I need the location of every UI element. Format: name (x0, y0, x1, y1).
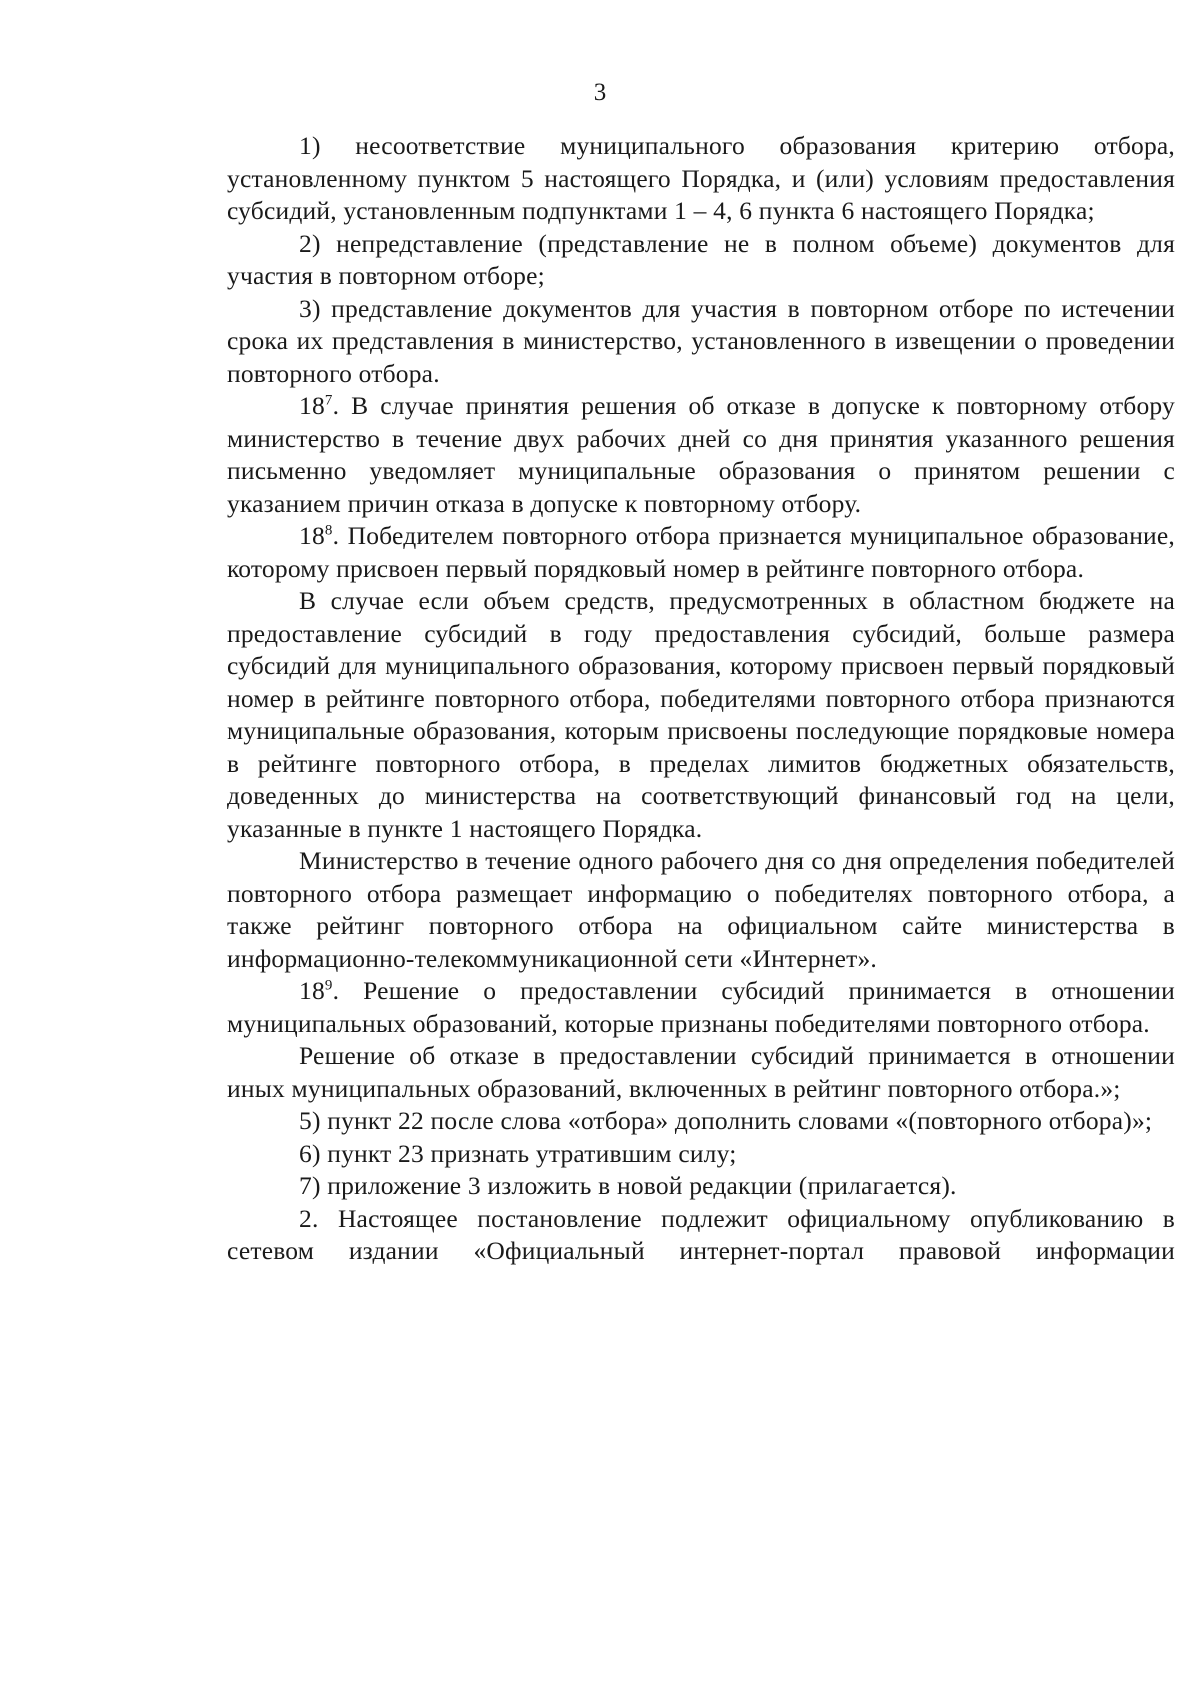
paragraph-section-2: 2. Настоящее постановление подлежит официальному опубликованию в сетевом издании «Официальный интернет-портал правовой информации (227, 1203, 1175, 1265)
document-body (227, 130, 1175, 1268)
paragraph-item-5: 5) пункт 22 после слова «отбора» дополнить словами «(повторного отбора)»; (299, 1106, 1153, 1135)
paragraph-18-7 (227, 390, 1175, 520)
clause-text: . Решение о предоставлении субсидий принимается в отношении муниципальных образований, которые признаны победителями повторного отбора. (227, 976, 1175, 1038)
paragraph-winners-volume: В случае если объем средств, предусмотренных в областном бюджете на предоставление субсидий в году предоставления субсидий, больше размера субсидий для муниципального образования, которому присвоен первый порядковый номер в рейтинге повторного отбора, победителями повторного отбора признаются муниципальные образования, которым присвоены последующие порядковые номера в рейтинге повторного отбора, в пределах лимитов бюджетных обязательств, доведенных до министерства на соответствующий финансовый год на цели, указанные в пункте 1 настоящего Порядка. (227, 586, 1175, 843)
clause-superscript: 9 (324, 977, 333, 994)
clause-number: 18 (299, 976, 325, 1005)
clause-superscript: 7 (324, 392, 333, 409)
paragraph-item-3: 3) представление документов для участия в повторном отборе по истечении срока их представления в министерство, установленного в извещении о проведении повторного отбора. (227, 293, 1175, 388)
paragraph-refusal-decision: Решение об отказе в предоставлении субсидий принимается в отношении иных муниципальных образований, включенных в рейтинг повторного отбора.»; (227, 1041, 1175, 1103)
paragraph-item-1: 1) несоответствие муниципального образования критерию отбора, установленному пунктом 5 настоящего Порядка, и (или) условиям предоставления субсидий, установленным подпунктами 1 – 4, 6 пункта 6 настоящего Порядка; (227, 131, 1175, 225)
paragraph-item-6: 6) пункт 23 признать утратившим силу; (299, 1138, 737, 1168)
paragraph-18-9 (227, 975, 1175, 1040)
paragraph-item-7: 7) приложение 3 изложить в новой редакции (прилагается). (299, 1171, 957, 1200)
page-number: 3 (593, 79, 607, 106)
clause-text: . В случае принятия решения об отказе в допуске к повторному отбору министерство в течение двух рабочих дней со дня принятия указанного решения письменно уведомляет муниципальные образования о принятом решении с указанием причин отказа в допуске к повторному отбору. (227, 391, 1175, 518)
clause-superscript: 8 (324, 522, 333, 539)
clause-text: . Победителем повторного отбора признается муниципальное образование, которому присвоен первый порядковый номер в рейтинге повторного отбора. (227, 521, 1175, 583)
clause-number: 18 (299, 391, 325, 420)
paragraph-18-8 (227, 520, 1175, 585)
clause-number: 18 (299, 521, 325, 550)
paragraph-item-2: 2) непредставление (представление не в полном объеме) документов для участия в повторном отборе; (227, 228, 1175, 290)
paragraph-ministry-publication: Министерство в течение одного рабочего дня со дня определения победителей повторного отбора размещает информацию о победителях повторного отбора, а также рейтинг повторного отбора на официальном сайте министерства в информационно-телекоммуникационной сети «Интернет». (227, 846, 1175, 973)
